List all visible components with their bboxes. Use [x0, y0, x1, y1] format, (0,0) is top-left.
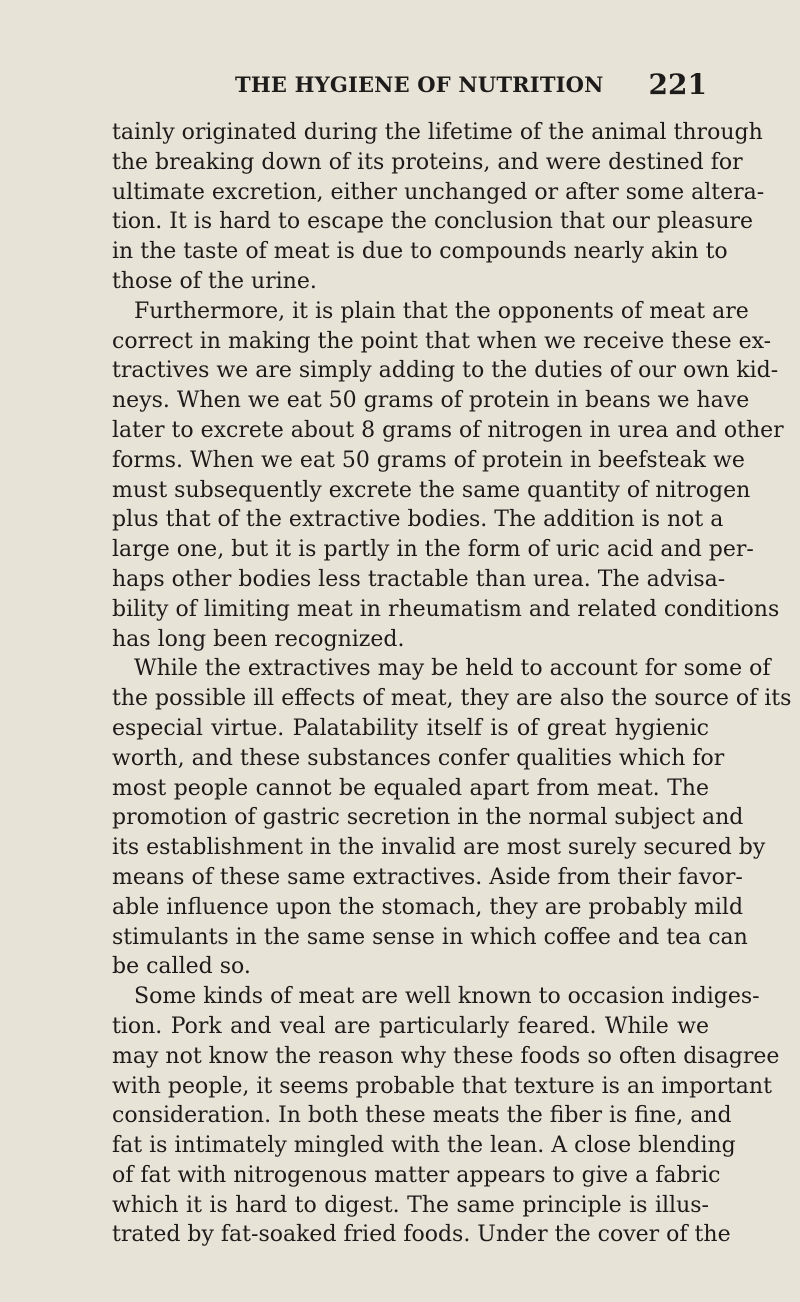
text-line: those of the urine. — [112, 268, 317, 294]
body-text — [112, 118, 792, 1250]
text-line: later to excrete about 8 grams of nitrogen in urea and other — [112, 417, 784, 443]
text-line: the possible ill effects of meat, they are also the source of its — [112, 686, 792, 712]
page-number: 221 — [648, 68, 707, 101]
text-line: must subsequently excrete the same quantity of nitrogen — [112, 477, 751, 503]
running-head — [112, 68, 707, 102]
paragraph-start-line: Furthermore, it is plain that the opponents of meat are — [134, 298, 749, 324]
text-line: has long been recognized. — [112, 626, 405, 652]
text-line: in the taste of meat is due to compounds nearly akin to — [112, 239, 728, 265]
text-line: tion. Pork and veal are particularly feared. While we — [112, 1013, 709, 1039]
paragraph-start-line: Some kinds of meat are well known to occasion indiges- — [134, 984, 760, 1010]
text-line: consideration. In both these meats the fiber is fine, and — [112, 1103, 732, 1129]
text-line: especial virtue. Palatability itself is of great hygienic — [112, 715, 709, 741]
text-line: stimulants in the same sense in which coffee and tea can — [112, 924, 748, 950]
text-line: large one, but it is partly in the form of uric acid and per- — [112, 537, 754, 563]
text-line: be called so. — [112, 954, 251, 980]
text-line: able influence upon the stomach, they are probably mild — [112, 894, 744, 920]
text-line: tainly originated during the lifetime of the animal through — [112, 120, 763, 145]
text-line: bility of limiting meat in rheumatism and related conditions — [112, 596, 780, 622]
text-line: with people, it seems probable that texture is an important — [112, 1073, 772, 1099]
text-line: most people cannot be equaled apart from meat. The — [112, 775, 709, 801]
text-line: tractives we are simply adding to the duties of our own kid- — [112, 358, 779, 384]
text-line: which it is hard to digest. The same principle is illus- — [112, 1192, 709, 1218]
text-line: may not know the reason why these foods so often disagree — [112, 1043, 780, 1069]
paragraph-start-line: While the extractives may be held to account for some of — [134, 656, 771, 682]
text-line: worth, and these substances confer qualities which for — [112, 745, 725, 771]
text-line: means of these same extractives. Aside from their favor- — [112, 864, 743, 890]
text-line: correct in making the point that when we receive these ex- — [112, 328, 772, 354]
text-line: ultimate excretion, either unchanged or after some altera- — [112, 179, 765, 205]
text-line: of fat with nitrogenous matter appears to give a fabric — [112, 1162, 721, 1188]
text-line: trated by fat-soaked fried foods. Under the cover of the — [112, 1222, 731, 1248]
text-line: plus that of the extractive bodies. The addition is not a — [112, 507, 724, 533]
text-line: promotion of gastric secretion in the normal subject and — [112, 805, 744, 831]
text-line: forms. When we eat 50 grams of protein in beefsteak we — [112, 447, 745, 473]
text-line: its establishment in the invalid are most surely secured by — [112, 835, 766, 861]
text-line: neys. When we eat 50 grams of protein in beans we have — [112, 388, 750, 414]
text-line: the breaking down of its proteins, and were destined for — [112, 149, 743, 175]
text-line: fat is intimately mingled with the lean. A close blending — [112, 1133, 736, 1159]
text-line: tion. It is hard to escape the conclusion that our pleasure — [112, 209, 754, 235]
running-title: THE HYGIENE OF NUTRITION — [235, 72, 604, 97]
text-line: haps other bodies less tractable than urea. The advisa- — [112, 566, 726, 592]
